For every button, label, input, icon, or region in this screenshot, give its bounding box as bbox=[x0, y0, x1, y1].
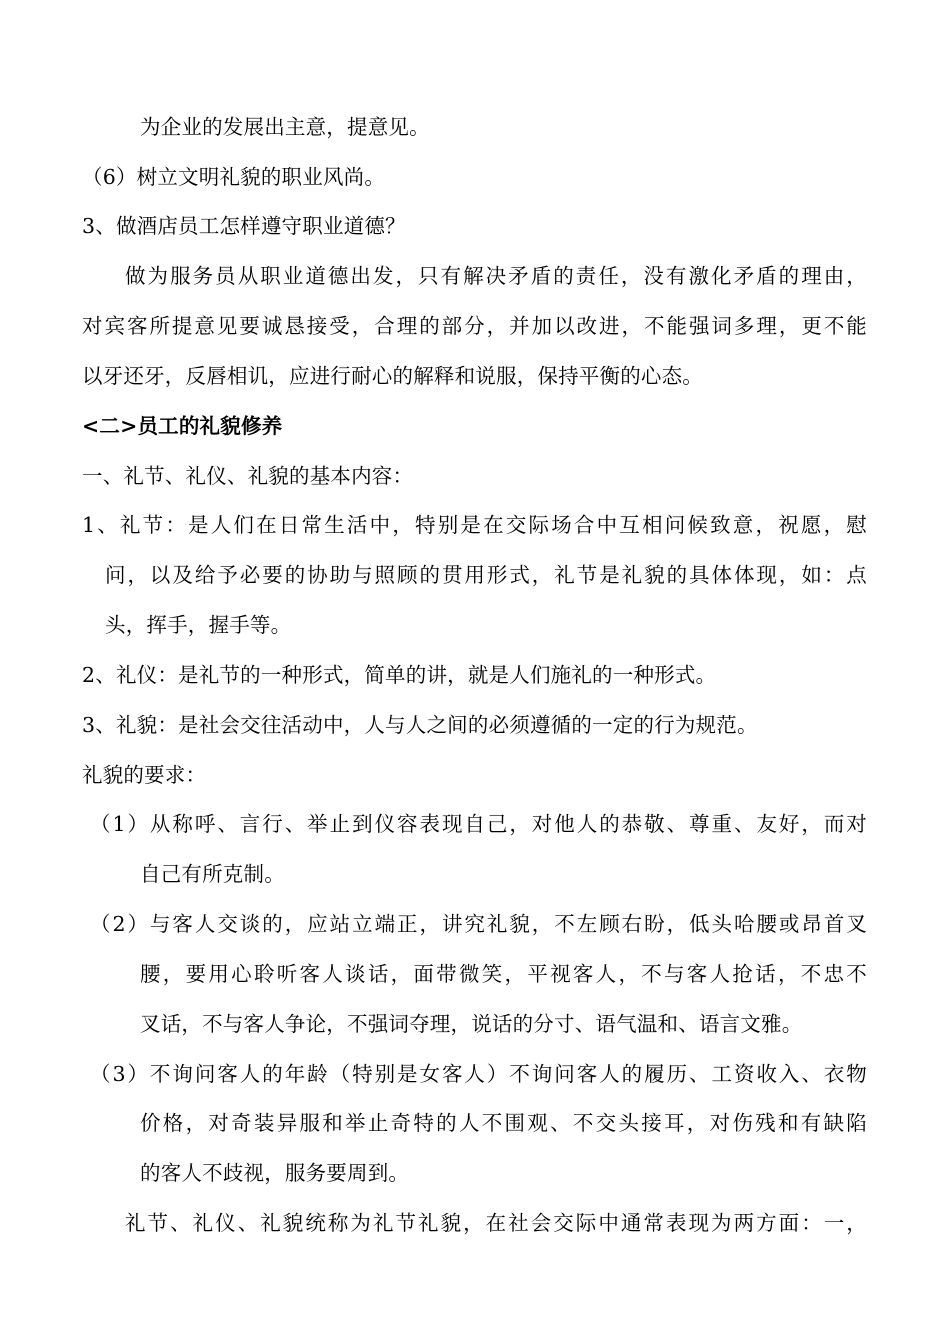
list-item-1-continued: 头，挥手，握手等。 bbox=[105, 613, 292, 637]
list-item-1-continued: 问，以及给予必要的协助与照顾的贯用形式，礼节是礼貌的具体体现，如：点 bbox=[105, 563, 867, 587]
list-item-1: 1、礼节：是人们在日常生活中，特别是在交际场合中互相问候致意，祝愿，慰 bbox=[82, 513, 867, 537]
requirement-item-3-continued: 的客人不歧视，服务要周到。 bbox=[140, 1161, 410, 1185]
requirement-item-3: （3）不询问客人的年龄（特别是女客人）不询问客人的履历、工资收入、衣物 bbox=[90, 1062, 867, 1086]
requirement-item-2-continued: 腰，要用心聆听客人谈话，面带微笑，平视客人，不与客人抢话，不忠不 bbox=[140, 962, 867, 986]
requirement-item-1-continued: 自己有所克制。 bbox=[140, 862, 285, 886]
section-question: 3、做酒店员工怎样遵守职业道德？ bbox=[82, 214, 406, 238]
section-heading: <二>员工的礼貌修养 bbox=[82, 414, 283, 438]
list-item-3: 3、礼貌：是社会交往活动中，人与人之间的必须遵循的一定的行为规范。 bbox=[82, 713, 758, 737]
paragraph-line: 做为服务员从职业道德出发，只有解决矛盾的责任，没有激化矛盾的理由， bbox=[125, 264, 867, 288]
paragraph-line: 礼节、礼仪、礼貌统称为礼节礼貌，在社会交际中通常表现为两方面：一， bbox=[125, 1211, 867, 1235]
paragraph-line: 对宾客所提意见要诚恳接受，合理的部分，并加以改进，不能强词多理，更不能 bbox=[82, 314, 867, 338]
paragraph-line: 以牙还牙，反唇相讥，应进行耐心的解释和说服，保持平衡的心态。 bbox=[82, 364, 703, 388]
requirement-item-2-continued: 叉话，不与客人争论，不强词夺理，说话的分寸、语气温和、语言文雅。 bbox=[140, 1012, 803, 1036]
requirement-item-1: （1）从称呼、言行、举止到仪容表现自己，对他人的恭敬、尊重、友好，而对 bbox=[90, 812, 867, 836]
requirements-label: 礼貌的要求： bbox=[82, 763, 207, 787]
paragraph-line: 为企业的发展出主意，提意见。 bbox=[140, 115, 430, 139]
requirement-item-2: （2）与客人交谈的，应站立端正，讲究礼貌，不左顾右盼，低头哈腰或昂首叉 bbox=[90, 912, 867, 936]
requirement-item-3-continued: 价格，对奇装异服和举止奇特的人不围观、不交头接耳，对伤残和有缺陷 bbox=[140, 1111, 867, 1135]
subsection-heading: 一、礼节、礼仪、礼貌的基本内容： bbox=[82, 464, 414, 488]
list-item-6: （6）树立文明礼貌的职业风尚。 bbox=[82, 165, 386, 189]
list-item-2: 2、礼仪：是礼节的一种形式，简单的讲，就是人们施礼的一种形式。 bbox=[82, 663, 717, 687]
